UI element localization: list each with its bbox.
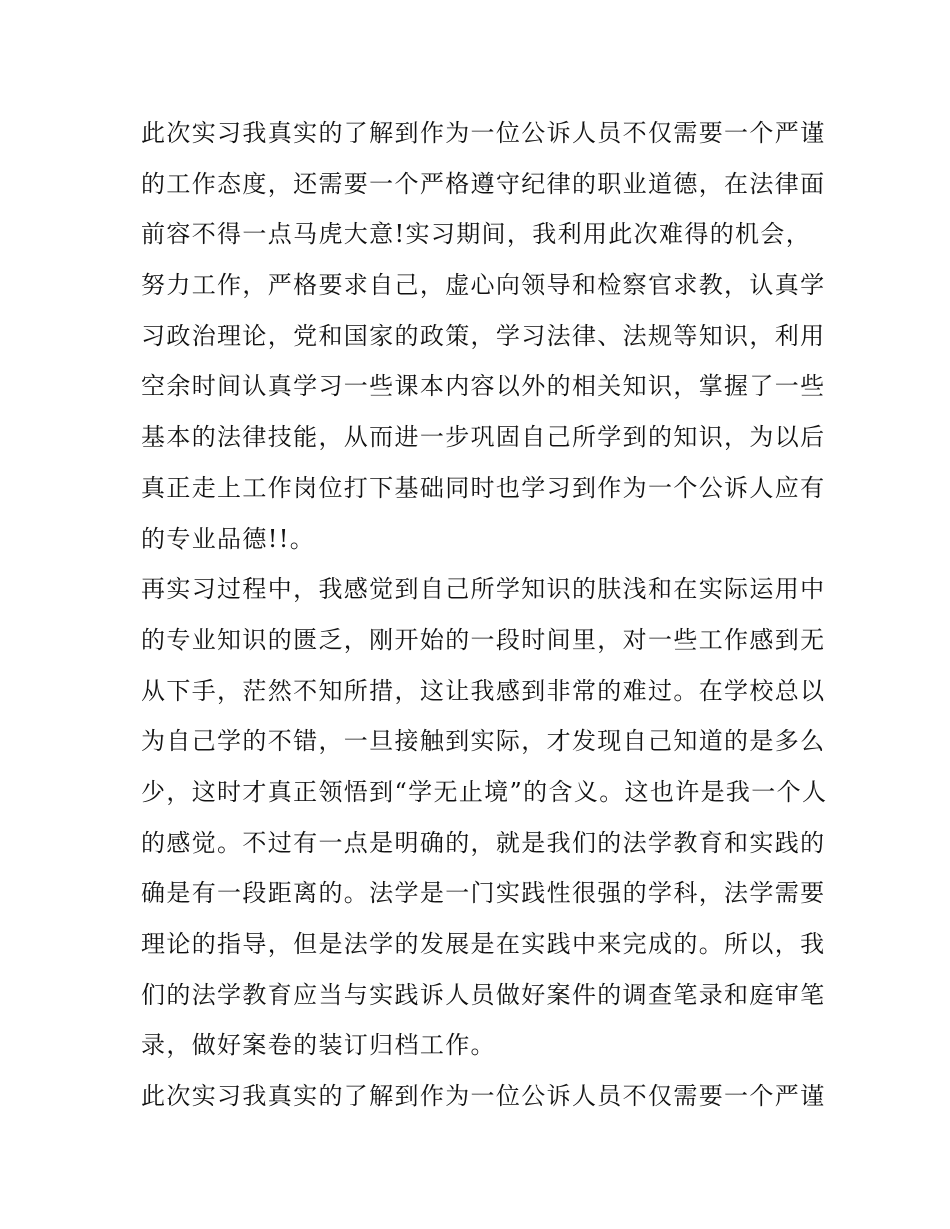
text-line: 此次实习我真实的了解到作为一位公诉人员不仅需要一个严谨: [141, 1082, 826, 1111]
text-line: 录，做好案卷的装订归档工作。: [141, 1031, 496, 1060]
text-line: 们的法学教育应当与实践诉人员做好案件的调查笔录和庭审笔: [141, 980, 826, 1009]
text-line: 再实习过程中，我感觉到自己所学知识的肤浅和在实际运用中: [141, 575, 826, 604]
text-line: 理论的指导，但是法学的发展是在实践中来完成的。所以，我: [141, 930, 826, 958]
text-line: 的感觉。不过有一点是明确的，就是我们的法学教育和实践的: [141, 828, 826, 857]
paragraph-1: [141, 108, 826, 564]
text-line: 为自己学的不错，一旦接触到实际，才发现自己知道的是多么: [141, 727, 826, 756]
text-line: 确是有一段距离的。法学是一门实践性很强的学科，法学需要: [141, 879, 826, 908]
text-line: 前容不得一点马虎大意!实习期间，我利用此次难得的机会，: [141, 220, 812, 249]
body-text: [141, 108, 828, 1122]
text-line: 努力工作，严格要求自己，虚心向领导和检察官求教，认真学: [141, 271, 826, 300]
text-line: 习政治理论，党和国家的政策，学习法律、法规等知识，利用: [141, 321, 826, 350]
paragraph-2: [141, 564, 828, 1071]
text-line: 的工作态度，还需要一个严格遵守纪律的职业道德，在法律面: [141, 169, 826, 198]
text-line: 的专业品德!!。: [141, 524, 316, 553]
text-line: 从下手，茫然不知所措，这让我感到非常的难过。在学校总以: [141, 676, 826, 705]
text-line: 少，这时才真正领悟到“学无止境”的含义。这也许是我一个人: [141, 777, 828, 806]
text-line: 此次实习我真实的了解到作为一位公诉人员不仅需要一个严谨: [141, 119, 826, 147]
text-line: 基本的法律技能，从而进一步巩固自己所学到的知识，为以后: [141, 423, 826, 452]
paragraph-3: [141, 1071, 826, 1122]
text-line: 的专业知识的匮乏，刚开始的一段时间里，对一些工作感到无: [141, 625, 826, 654]
text-line: 真正走上工作岗位打下基础同时也学习到作为一个公诉人应有: [141, 473, 826, 502]
text-line: 空余时间认真学习一些课本内容以外的相关知识，掌握了一些: [141, 372, 826, 401]
